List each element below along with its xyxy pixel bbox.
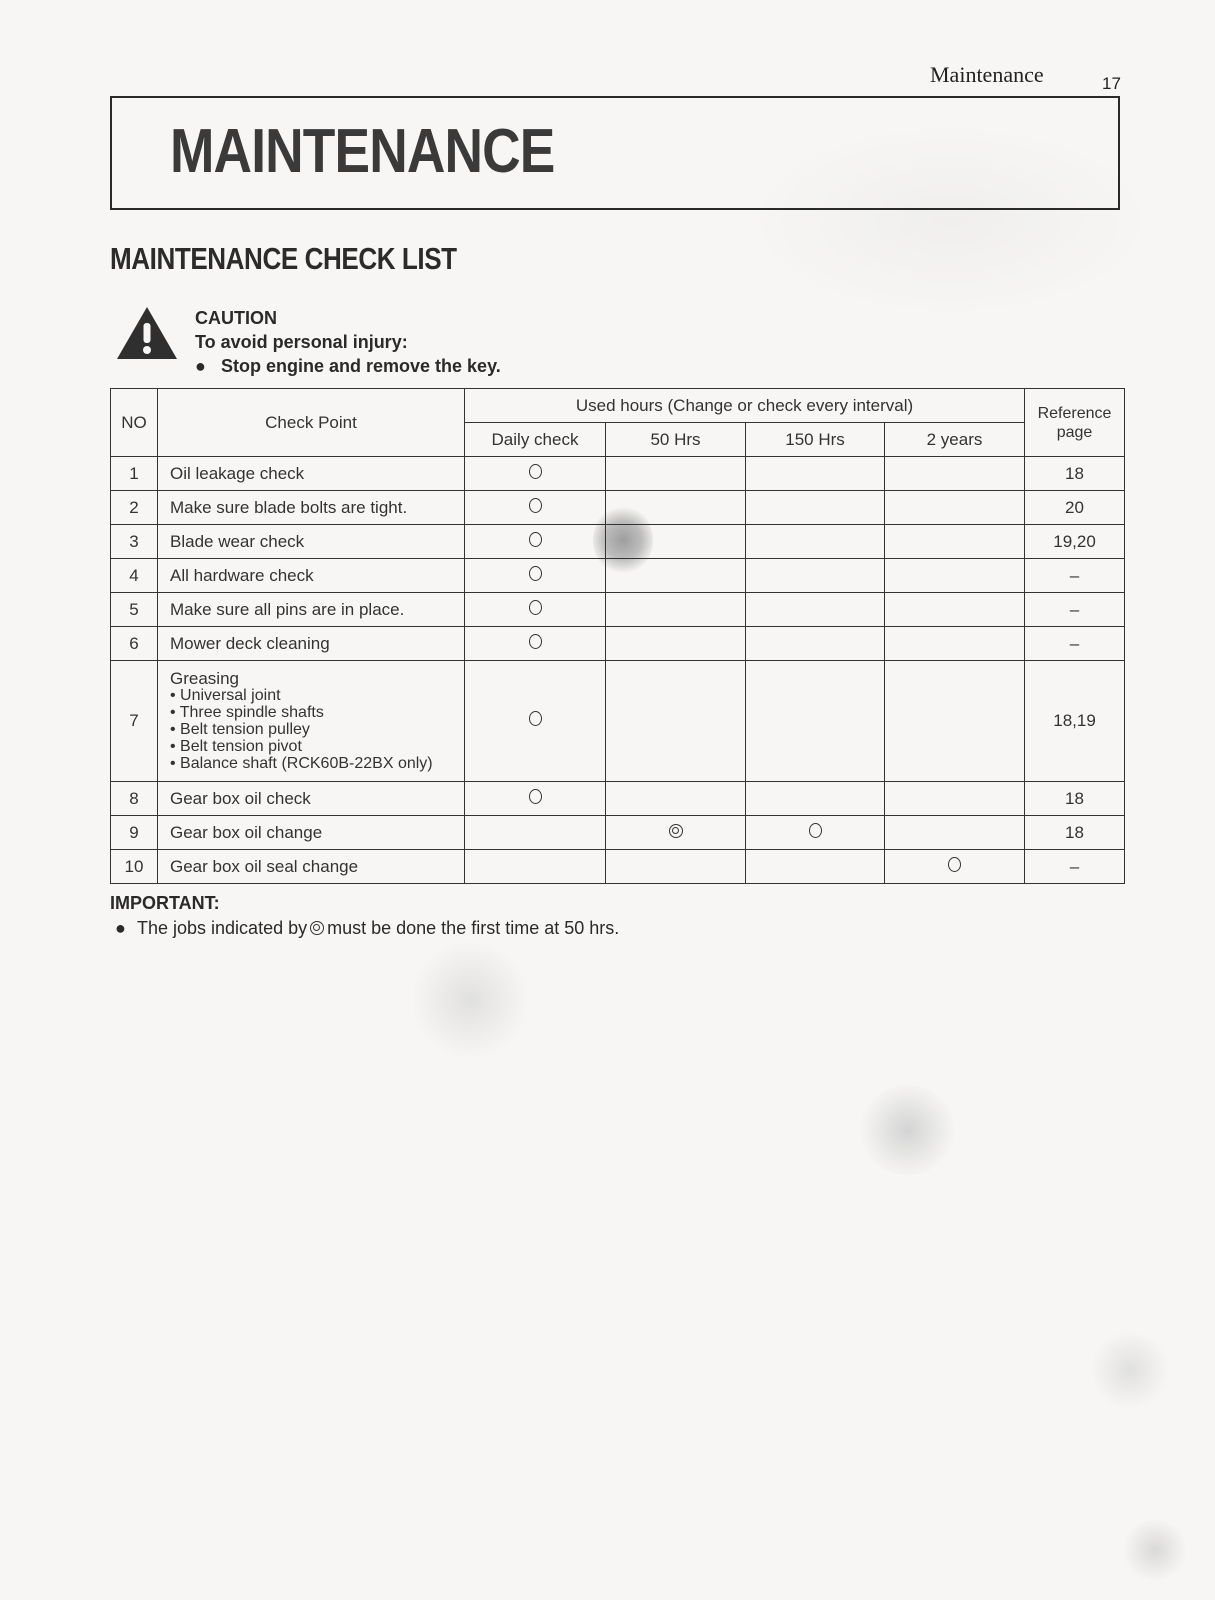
row-reference: 18 [1025,816,1125,850]
row-150hrs [746,491,885,525]
row-2years [885,661,1025,782]
row-50hrs [606,525,746,559]
row-150hrs [746,850,885,884]
row-no: 9 [111,816,158,850]
row-check-point: Make sure all pins are in place. [158,593,465,627]
row-50hrs [606,782,746,816]
double-circle-mark-icon [310,919,324,940]
important-label: IMPORTANT: [110,893,220,913]
row-check-point: Blade wear check [158,525,465,559]
row-daily [465,850,606,884]
row-2years [885,593,1025,627]
row-daily [465,661,606,782]
row-daily [465,627,606,661]
circle-mark-icon [529,634,542,649]
maintenance-table [110,388,1125,884]
row-no: 3 [111,525,158,559]
row-check-point [158,661,465,782]
row-150hrs [746,559,885,593]
section-title: MAINTENANCE CHECK LIST [110,241,457,276]
row-2years [885,491,1025,525]
table-row [111,559,1125,593]
row-50hrs [606,816,746,850]
row-50hrs [606,850,746,884]
row-2years [885,457,1025,491]
row-50hrs [606,457,746,491]
row-no: 1 [111,457,158,491]
greasing-sub-item: • Universal joint [170,687,281,704]
row-150hrs [746,661,885,782]
header-reference-line1: Reference [1037,404,1112,422]
table-row [111,816,1125,850]
row-150hrs [746,816,885,850]
caution-item [195,354,501,378]
row-2years [885,559,1025,593]
row-check-point: Gear box oil change [158,816,465,850]
header-150hrs: 150 Hrs [746,423,885,457]
important-note [115,918,619,940]
row-reference: – [1025,627,1125,661]
row-no: 5 [111,593,158,627]
table-row [111,627,1125,661]
row-reference: 18,19 [1025,661,1125,782]
row-check-point: Gear box oil seal change [158,850,465,884]
table-row [111,850,1125,884]
greasing-sub-item: • Belt tension pivot [170,738,302,755]
table-row [111,593,1125,627]
row-no: 7 [111,661,158,782]
warning-triangle-icon [115,305,179,366]
table-row [111,782,1125,816]
circle-mark-icon [529,566,542,581]
important-note-pre: The jobs indicated by [137,918,308,938]
row-150hrs [746,525,885,559]
header-reference [1025,389,1125,457]
row-no: 6 [111,627,158,661]
row-150hrs [746,457,885,491]
row-2years [885,525,1025,559]
row-50hrs [606,661,746,782]
circle-mark-icon [809,823,822,838]
caution-heading: CAUTION [195,308,277,328]
row-50hrs [606,491,746,525]
circle-mark-icon [529,498,542,513]
row-check-point: Mower deck cleaning [158,627,465,661]
greasing-sub-item: • Balance shaft (RCK60B-22BX only) [170,755,433,772]
row-2years [885,816,1025,850]
row-150hrs [746,627,885,661]
greasing-sub-item: • Belt tension pulley [170,721,310,738]
row-50hrs [606,559,746,593]
row-2years [885,782,1025,816]
row-no: 4 [111,559,158,593]
caution-block [195,306,501,378]
bullet-icon: ● [115,918,126,938]
bullet-icon: ● [195,356,206,376]
circle-mark-icon [529,600,542,615]
row-reference: – [1025,850,1125,884]
row-reference: 18 [1025,457,1125,491]
row-daily [465,559,606,593]
row-no: 2 [111,491,158,525]
row-check-point: All hardware check [158,559,465,593]
table-row [111,661,1125,782]
circle-mark-icon [529,789,542,804]
header-no: NO [111,389,158,457]
header-reference-line2: page [1056,423,1093,441]
circle-mark-icon [948,857,961,872]
row-150hrs [746,782,885,816]
row-daily [465,593,606,627]
circle-mark-icon [529,711,542,726]
running-header: Maintenance [930,62,1044,87]
row-no: 10 [111,850,158,884]
header-2years: 2 years [885,423,1025,457]
caution-item-text: Stop engine and remove the key. [221,356,501,376]
row-no: 8 [111,782,158,816]
row-daily [465,457,606,491]
row-reference: 19,20 [1025,525,1125,559]
important-note-post: must be done the first time at 50 hrs. [327,918,620,938]
row-daily [465,816,606,850]
row-check-point: Gear box oil check [158,782,465,816]
row-check-point: Make sure blade bolts are tight. [158,491,465,525]
row-daily [465,782,606,816]
table-row [111,525,1125,559]
circle-mark-icon [529,464,542,479]
table-row [111,457,1125,491]
row-50hrs [606,627,746,661]
header-50hrs: 50 Hrs [606,423,746,457]
header-interval-group: Used hours (Change or check every interval) [465,389,1025,423]
row-daily [465,491,606,525]
page-title: MAINTENANCE [170,117,555,186]
row-reference: – [1025,559,1125,593]
row-reference: – [1025,593,1125,627]
row-2years [885,850,1025,884]
greasing-title: Greasing [170,669,239,688]
title-box [110,96,1120,210]
row-check-point: Oil leakage check [158,457,465,491]
row-50hrs [606,593,746,627]
double-circle-mark-icon [669,824,683,838]
row-2years [885,627,1025,661]
row-reference: 18 [1025,782,1125,816]
caution-intro: To avoid personal injury: [195,332,408,352]
circle-mark-icon [529,532,542,547]
row-daily [465,525,606,559]
table-row [111,491,1125,525]
header-daily: Daily check [465,423,606,457]
greasing-sub-item: • Three spindle shafts [170,704,324,721]
row-150hrs [746,593,885,627]
page-number: 17 [1102,74,1121,93]
header-check-point: Check Point [158,389,465,457]
row-reference: 20 [1025,491,1125,525]
